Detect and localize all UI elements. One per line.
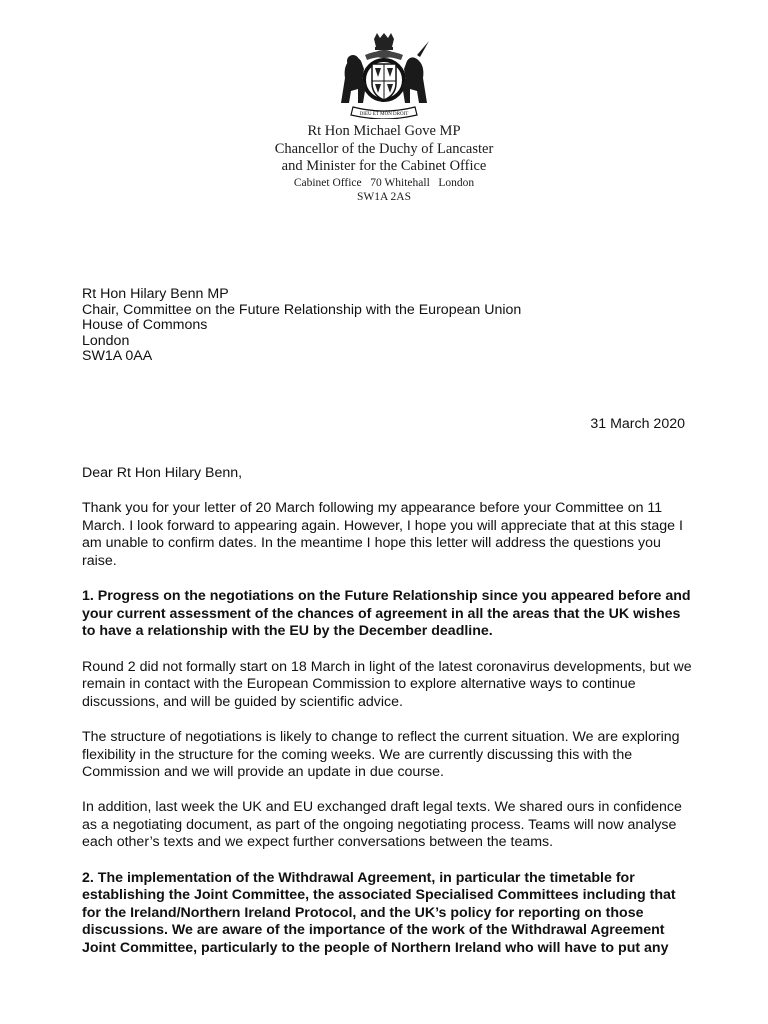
- letter-body: [82, 465, 692, 975]
- sender-title-line-1: Chancellor of the Duchy of Lancaster: [274, 140, 494, 157]
- royal-coat-of-arms-icon: [331, 33, 437, 119]
- recipient-organisation: House of Commons: [82, 317, 208, 334]
- recipient-city: London: [82, 332, 130, 349]
- salutation: Dear Rt Hon Hilary Benn,: [82, 465, 243, 481]
- question-heading-2: 2. The implementation of the Withdrawal Agreement, in particular the timetable for establishing the Joint Committee, the associated Specialised Committees including that for the Ireland/Northern Ireland Protocol, and the UK’s policy for reporting on those discussions. We are aware of the importance of the work of the Withdrawal Agreement Joint Committee, particularly to the people of Northern Ireland who will have to put any: [82, 869, 676, 957]
- paragraph-legal-texts: In addition, last week the UK and EU exchanged draft legal texts. We shared ours in confidence as a negotiating document, as part of the ongoing negotiating process. Teams will now analyse each other’s texts and we expect further conversations between the teams.: [82, 799, 682, 851]
- sender-address-line-2: SW1A 2AS: [357, 190, 411, 203]
- sender-address-line-1: Cabinet Office 70 Whitehall London: [293, 176, 475, 189]
- recipient-postcode: SW1A 0AA: [82, 348, 153, 365]
- recipient-address-block: [82, 287, 521, 365]
- letter-date: 31 March 2020: [590, 416, 685, 432]
- recipient-role: Chair, Committee on the Future Relationship with the European Union: [82, 301, 522, 318]
- question-heading-1: 1. Progress on the negotiations on the Future Relationship since you appeared before and your current assessment of the chances of agreement in all the areas that the UK wishes to have a relationship with the EU by the December deadline.: [82, 588, 691, 640]
- paragraph-round-2: Round 2 did not formally start on 18 March in light of the latest coronavirus developments, but we remain in contact with the European Commission to explore alternative ways to continue discussions, and will be guided by scientific advice.: [82, 658, 692, 710]
- sender-block: [0, 123, 768, 204]
- motto-text: DIEU ET MON DROIT: [359, 112, 409, 117]
- paragraph-intro: Thank you for your letter of 20 March following my appearance before your Committee on 11 March. I look forward to appearing again. However, I hope you will appreciate that at this stage I am unable to confirm dates. In the meantime I hope this letter will address the questions you raise.: [82, 500, 683, 569]
- paragraph-structure: The structure of negotiations is likely to change to reflect the current situation. We are exploring flexibility in the structure for the coming weeks. We are currently discussing this with the Commission and we will provide an update in due course.: [82, 728, 680, 781]
- sender-name: Rt Hon Michael Gove MP: [307, 123, 461, 139]
- recipient-name: Rt Hon Hilary Benn MP: [82, 286, 229, 302]
- sender-title-line-2: and Minister for the Cabinet Office: [281, 158, 487, 174]
